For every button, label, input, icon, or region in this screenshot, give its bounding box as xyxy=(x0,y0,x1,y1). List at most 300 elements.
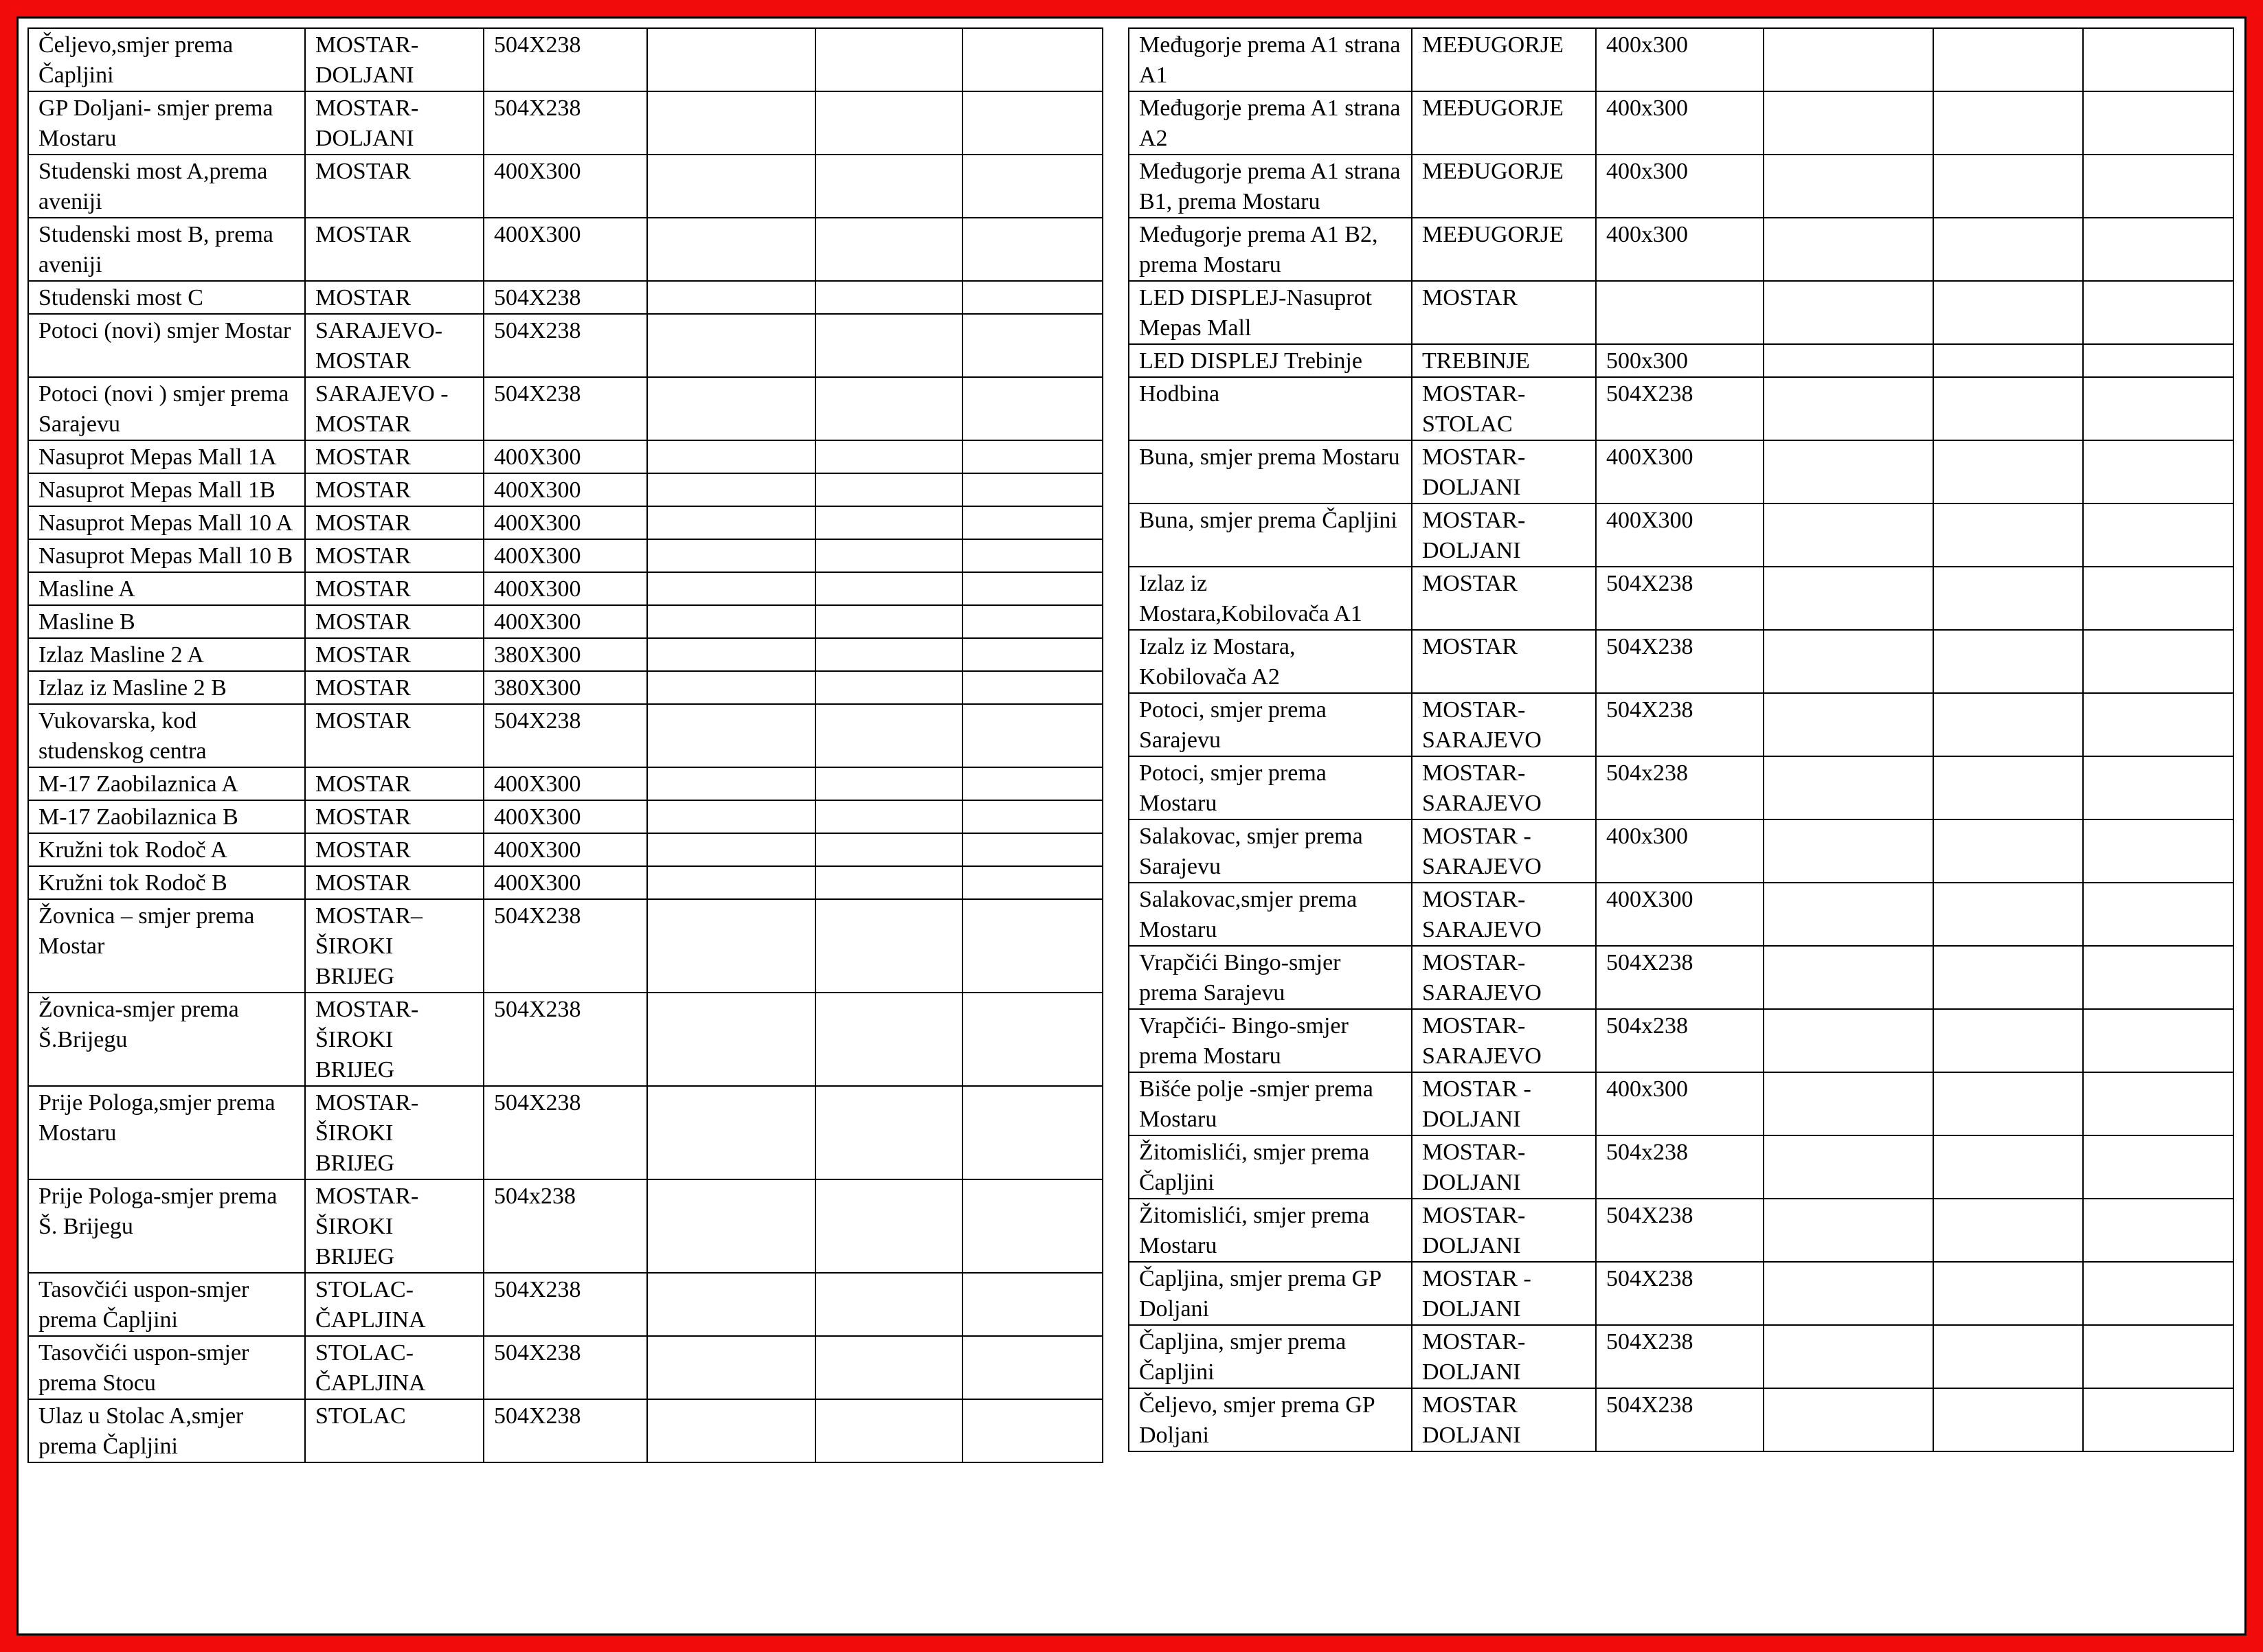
location-cell: Tasovčići uspon-smjer prema Stocu xyxy=(28,1336,305,1399)
empty-cell xyxy=(1764,377,1933,440)
table-row xyxy=(28,1086,1103,1179)
route-cell: MOSTAR xyxy=(305,281,484,314)
location-cell: Čapljina, smjer prema Čapljini xyxy=(1129,1325,1412,1388)
empty-cell xyxy=(815,866,962,899)
empty-cell xyxy=(815,1179,962,1273)
route-cell: STOLAC xyxy=(305,1399,484,1462)
route-cell: MEĐUGORJE xyxy=(1412,91,1596,155)
empty-cell xyxy=(647,767,815,800)
table-row xyxy=(28,1399,1103,1462)
size-cell: 504X238 xyxy=(484,28,647,91)
empty-cell xyxy=(647,1273,815,1336)
table-row xyxy=(28,91,1103,155)
size-cell: 400X300 xyxy=(484,800,647,833)
location-cell: Buna, smjer prema Čapljini xyxy=(1129,503,1412,567)
size-cell: 504X238 xyxy=(484,1273,647,1336)
empty-cell xyxy=(2083,28,2233,91)
empty-cell xyxy=(1764,440,1933,503)
location-cell: Ulaz u Stolac A,smjer prema Čapljini xyxy=(28,1399,305,1462)
empty-cell xyxy=(962,638,1103,671)
location-cell: Žovnica-smjer prema Š.Brijegu xyxy=(28,993,305,1086)
empty-cell xyxy=(1933,377,2083,440)
empty-cell xyxy=(962,1179,1103,1273)
empty-cell xyxy=(815,671,962,704)
route-cell: MOSTAR-SARAJEVO xyxy=(1412,756,1596,819)
route-cell: MOSTAR xyxy=(305,605,484,638)
empty-cell xyxy=(1933,946,2083,1009)
empty-cell xyxy=(962,800,1103,833)
empty-cell xyxy=(815,1336,962,1399)
table-row xyxy=(28,767,1103,800)
empty-cell xyxy=(962,671,1103,704)
size-cell: 400X300 xyxy=(484,473,647,506)
empty-cell xyxy=(815,314,962,377)
location-cell: Potoci (novi) smjer Mostar xyxy=(28,314,305,377)
empty-cell xyxy=(1764,28,1933,91)
empty-cell xyxy=(962,377,1103,440)
location-cell: Vrapčići Bingo-smjer prema Sarajevu xyxy=(1129,946,1412,1009)
route-cell: MEĐUGORJE xyxy=(1412,155,1596,218)
empty-cell xyxy=(815,638,962,671)
location-cell: Studenski most A,prema aveniji xyxy=(28,155,305,218)
empty-cell xyxy=(815,377,962,440)
route-cell: MOSTAR-SARAJEVO xyxy=(1412,693,1596,756)
location-cell: Potoci, smjer prema Sarajevu xyxy=(1129,693,1412,756)
empty-cell xyxy=(2083,1072,2233,1135)
empty-cell xyxy=(962,281,1103,314)
empty-cell xyxy=(1764,1388,1933,1451)
size-cell: 400x300 xyxy=(1596,28,1764,91)
empty-cell xyxy=(815,506,962,539)
empty-cell xyxy=(962,155,1103,218)
route-cell: MOSTAR xyxy=(1412,630,1596,693)
table-row xyxy=(1129,1072,2233,1135)
route-cell: MOSTAR xyxy=(305,704,484,767)
empty-cell xyxy=(1764,756,1933,819)
location-cell: Čeljevo, smjer prema GP Doljani xyxy=(1129,1388,1412,1451)
route-cell: MOSTAR-DOLJANI xyxy=(1412,503,1596,567)
empty-cell xyxy=(962,91,1103,155)
size-cell: 400x300 xyxy=(1596,819,1764,883)
empty-cell xyxy=(1764,1262,1933,1325)
table-row xyxy=(1129,693,2233,756)
empty-cell xyxy=(2083,1135,2233,1199)
empty-cell xyxy=(815,704,962,767)
size-cell: 504X238 xyxy=(1596,946,1764,1009)
location-cell: Studenski most B, prema aveniji xyxy=(28,218,305,281)
empty-cell xyxy=(1764,344,1933,377)
table-row xyxy=(1129,567,2233,630)
empty-cell xyxy=(2083,377,2233,440)
table-row xyxy=(28,218,1103,281)
empty-cell xyxy=(962,28,1103,91)
empty-cell xyxy=(647,1179,815,1273)
table-row xyxy=(1129,1388,2233,1451)
table-row xyxy=(1129,503,2233,567)
empty-cell xyxy=(815,833,962,866)
location-cell: Međugorje prema A1 strana B1, prema Mostaru xyxy=(1129,155,1412,218)
empty-cell xyxy=(815,899,962,993)
size-cell: 400X300 xyxy=(484,866,647,899)
table-row xyxy=(28,1273,1103,1336)
size-cell: 400X300 xyxy=(484,155,647,218)
size-cell: 400X300 xyxy=(484,218,647,281)
route-cell: MOSTAR xyxy=(305,767,484,800)
location-cell: Prije Pologa-smjer prema Š. Brijegu xyxy=(28,1179,305,1273)
route-cell: MOSTAR xyxy=(1412,281,1596,344)
route-cell: MOSTAR xyxy=(305,800,484,833)
empty-cell xyxy=(815,1399,962,1462)
size-cell: 504X238 xyxy=(484,899,647,993)
empty-cell xyxy=(1764,155,1933,218)
empty-cell xyxy=(1933,1135,2083,1199)
empty-cell xyxy=(1933,155,2083,218)
location-cell: LED DISPLEJ Trebinje xyxy=(1129,344,1412,377)
empty-cell xyxy=(2083,155,2233,218)
size-cell: 504X238 xyxy=(484,281,647,314)
location-cell: Žitomislići, smjer prema Mostaru xyxy=(1129,1199,1412,1262)
empty-cell xyxy=(1933,756,2083,819)
size-cell: 400X300 xyxy=(484,440,647,473)
route-cell: SARAJEVO - MOSTAR xyxy=(305,377,484,440)
location-cell: Masline B xyxy=(28,605,305,638)
empty-cell xyxy=(647,800,815,833)
location-cell: Kružni tok Rodoč B xyxy=(28,866,305,899)
empty-cell xyxy=(815,1086,962,1179)
location-cell: GP Doljani- smjer prema Mostaru xyxy=(28,91,305,155)
size-cell: 400x300 xyxy=(1596,155,1764,218)
table-row xyxy=(1129,377,2233,440)
empty-cell xyxy=(1933,630,2083,693)
empty-cell xyxy=(962,1399,1103,1462)
empty-cell xyxy=(1764,819,1933,883)
location-cell: Nasuprot Mepas Mall 1A xyxy=(28,440,305,473)
empty-cell xyxy=(1764,567,1933,630)
table-row xyxy=(1129,155,2233,218)
size-cell: 400X300 xyxy=(1596,883,1764,946)
size-cell: 504X238 xyxy=(484,377,647,440)
size-cell: 504X238 xyxy=(484,1336,647,1399)
route-cell: MOSTAR xyxy=(305,866,484,899)
empty-cell xyxy=(1764,91,1933,155)
empty-cell xyxy=(815,1273,962,1336)
empty-cell xyxy=(647,1336,815,1399)
empty-cell xyxy=(2083,91,2233,155)
location-cell: Buna, smjer prema Mostaru xyxy=(1129,440,1412,503)
size-cell: 504x238 xyxy=(1596,1009,1764,1072)
empty-cell xyxy=(647,638,815,671)
empty-cell xyxy=(962,473,1103,506)
empty-cell xyxy=(962,833,1103,866)
empty-cell xyxy=(2083,344,2233,377)
route-cell: MOSTAR xyxy=(305,473,484,506)
table-row xyxy=(28,440,1103,473)
table-row xyxy=(1129,344,2233,377)
empty-cell xyxy=(962,993,1103,1086)
location-cell: Međugorje prema A1 strana A1 xyxy=(1129,28,1412,91)
size-cell: 400X300 xyxy=(1596,503,1764,567)
route-cell: MOSTAR-DOLJANI xyxy=(1412,1325,1596,1388)
empty-cell xyxy=(1933,28,2083,91)
empty-cell xyxy=(962,314,1103,377)
route-cell: MOSTAR-DOLJANI xyxy=(1412,1135,1596,1199)
empty-cell xyxy=(647,377,815,440)
route-cell: MOSTAR xyxy=(305,638,484,671)
route-cell: MOSTAR xyxy=(305,218,484,281)
table-row xyxy=(28,155,1103,218)
empty-cell xyxy=(2083,218,2233,281)
empty-cell xyxy=(2083,819,2233,883)
empty-cell xyxy=(1764,1199,1933,1262)
location-cell: LED DISPLEJ-Nasuprot Mepas Mall xyxy=(1129,281,1412,344)
size-cell: 504X238 xyxy=(1596,377,1764,440)
table-row xyxy=(28,605,1103,638)
empty-cell xyxy=(1933,344,2083,377)
empty-cell xyxy=(647,28,815,91)
size-cell: 504X238 xyxy=(1596,1388,1764,1451)
table-row xyxy=(28,671,1103,704)
size-cell: 504X238 xyxy=(1596,567,1764,630)
location-cell: Potoci, smjer prema Mostaru xyxy=(1129,756,1412,819)
size-cell xyxy=(1596,281,1764,344)
empty-cell xyxy=(962,1336,1103,1399)
table-row xyxy=(28,993,1103,1086)
empty-cell xyxy=(815,800,962,833)
empty-cell xyxy=(1764,1072,1933,1135)
empty-cell xyxy=(2083,946,2233,1009)
table-row xyxy=(28,28,1103,91)
empty-cell xyxy=(1933,281,2083,344)
empty-cell xyxy=(647,866,815,899)
route-cell: MOSTAR - DOLJANI xyxy=(1412,1072,1596,1135)
empty-cell xyxy=(2083,281,2233,344)
location-cell: Čeljevo,smjer prema Čapljini xyxy=(28,28,305,91)
location-cell: Međugorje prema A1 strana A2 xyxy=(1129,91,1412,155)
route-cell: MOSTAR xyxy=(305,671,484,704)
size-cell: 504X238 xyxy=(1596,630,1764,693)
route-cell: MOSTAR xyxy=(305,155,484,218)
location-cell: Bišće polje -smjer prema Mostaru xyxy=(1129,1072,1412,1135)
size-cell: 504X238 xyxy=(484,1086,647,1179)
route-cell: MOSTAR xyxy=(1412,567,1596,630)
right-table-body xyxy=(1129,28,2233,1451)
empty-cell xyxy=(1933,91,2083,155)
location-cell: Izlaz iz Mostara,Kobilovača A1 xyxy=(1129,567,1412,630)
route-cell: MEĐUGORJE xyxy=(1412,218,1596,281)
empty-cell xyxy=(815,572,962,605)
empty-cell xyxy=(1764,1009,1933,1072)
table-row xyxy=(28,899,1103,993)
table-row xyxy=(28,638,1103,671)
table-row xyxy=(28,866,1103,899)
empty-cell xyxy=(962,899,1103,993)
route-cell: MOSTAR- ŠIROKI BRIJEG xyxy=(305,993,484,1086)
size-cell: 380X300 xyxy=(484,671,647,704)
empty-cell xyxy=(1933,883,2083,946)
empty-cell xyxy=(962,767,1103,800)
table-row xyxy=(28,833,1103,866)
empty-cell xyxy=(815,281,962,314)
empty-cell xyxy=(1764,281,1933,344)
location-cell: M-17 Zaobilaznica B xyxy=(28,800,305,833)
empty-cell xyxy=(1933,1072,2083,1135)
route-cell: STOLAC-ČAPLJINA xyxy=(305,1336,484,1399)
size-cell: 504X238 xyxy=(1596,1325,1764,1388)
route-cell: MOSTAR xyxy=(305,833,484,866)
route-cell: MOSTAR-DOLJANI xyxy=(305,91,484,155)
location-cell: Nasuprot Mepas Mall 1B xyxy=(28,473,305,506)
empty-cell xyxy=(1764,693,1933,756)
table-row xyxy=(28,1336,1103,1399)
size-cell: 400X300 xyxy=(1596,440,1764,503)
table-row xyxy=(1129,630,2233,693)
table-row xyxy=(1129,440,2233,503)
size-cell: 504x238 xyxy=(484,1179,647,1273)
empty-cell xyxy=(2083,1262,2233,1325)
table-row xyxy=(28,704,1103,767)
empty-cell xyxy=(1933,1262,2083,1325)
location-cell: Žitomislići, smjer prema Čapljini xyxy=(1129,1135,1412,1199)
empty-cell xyxy=(1933,567,2083,630)
empty-cell xyxy=(962,218,1103,281)
empty-cell xyxy=(815,91,962,155)
table-row xyxy=(1129,28,2233,91)
size-cell: 400X300 xyxy=(484,572,647,605)
location-cell: Masline A xyxy=(28,572,305,605)
route-cell: MOSTAR- ŠIROKI BRIJEG xyxy=(305,1086,484,1179)
location-cell: Kružni tok Rodoč A xyxy=(28,833,305,866)
size-cell: 500x300 xyxy=(1596,344,1764,377)
empty-cell xyxy=(647,473,815,506)
route-cell: STOLAC-ČAPLJINA xyxy=(305,1273,484,1336)
location-cell: Tasovčići uspon-smjer prema Čapljini xyxy=(28,1273,305,1336)
empty-cell xyxy=(1933,1325,2083,1388)
empty-cell xyxy=(647,899,815,993)
empty-cell xyxy=(647,1399,815,1462)
empty-cell xyxy=(2083,883,2233,946)
table-row xyxy=(1129,1199,2233,1262)
size-cell: 504X238 xyxy=(1596,693,1764,756)
location-cell: Salakovac, smjer prema Sarajevu xyxy=(1129,819,1412,883)
size-cell: 400x300 xyxy=(1596,218,1764,281)
size-cell: 400x300 xyxy=(1596,1072,1764,1135)
size-cell: 504x238 xyxy=(1596,756,1764,819)
location-cell: Žovnica – smjer prema Mostar xyxy=(28,899,305,993)
route-cell: MOSTAR– ŠIROKI BRIJEG xyxy=(305,899,484,993)
empty-cell xyxy=(1764,1325,1933,1388)
empty-cell xyxy=(1933,1009,2083,1072)
empty-cell xyxy=(962,704,1103,767)
size-cell: 504X238 xyxy=(484,993,647,1086)
empty-cell xyxy=(647,833,815,866)
size-cell: 504X238 xyxy=(484,704,647,767)
table-row xyxy=(28,506,1103,539)
empty-cell xyxy=(962,605,1103,638)
location-cell: Međugorje prema A1 B2, prema Mostaru xyxy=(1129,218,1412,281)
table-row xyxy=(1129,1009,2233,1072)
right-locations-table xyxy=(1128,27,2234,1452)
location-cell: Prije Pologa,smjer prema Mostaru xyxy=(28,1086,305,1179)
size-cell: 400X300 xyxy=(484,605,647,638)
location-cell: Izlaz Masline 2 A xyxy=(28,638,305,671)
table-row xyxy=(28,473,1103,506)
table-row xyxy=(28,539,1103,572)
empty-cell xyxy=(815,218,962,281)
empty-cell xyxy=(962,440,1103,473)
empty-cell xyxy=(962,1273,1103,1336)
table-row xyxy=(28,281,1103,314)
empty-cell xyxy=(647,506,815,539)
table-row xyxy=(1129,946,2233,1009)
empty-cell xyxy=(1764,1135,1933,1199)
empty-cell xyxy=(962,572,1103,605)
size-cell: 380X300 xyxy=(484,638,647,671)
empty-cell xyxy=(647,281,815,314)
table-row xyxy=(1129,281,2233,344)
size-cell: 504X238 xyxy=(484,91,647,155)
route-cell: MOSTAR - DOLJANI xyxy=(1412,1262,1596,1325)
table-row xyxy=(1129,1135,2233,1199)
size-cell: 400X300 xyxy=(484,506,647,539)
size-cell: 504x238 xyxy=(1596,1135,1764,1199)
location-cell: Izlaz iz Masline 2 B xyxy=(28,671,305,704)
left-table-body xyxy=(28,28,1103,1462)
table-row xyxy=(28,1179,1103,1273)
empty-cell xyxy=(2083,1325,2233,1388)
table-row xyxy=(28,572,1103,605)
table-row xyxy=(1129,883,2233,946)
empty-cell xyxy=(2083,440,2233,503)
route-cell: MOSTAR-SARAJEVO xyxy=(1412,946,1596,1009)
size-cell: 400X300 xyxy=(484,767,647,800)
route-cell: MOSTAR-SARAJEVO xyxy=(1412,1009,1596,1072)
empty-cell xyxy=(1764,630,1933,693)
empty-cell xyxy=(2083,503,2233,567)
size-cell: 504X238 xyxy=(1596,1262,1764,1325)
empty-cell xyxy=(1764,503,1933,567)
empty-cell xyxy=(1933,1388,2083,1451)
empty-cell xyxy=(1933,440,2083,503)
location-cell: Studenski most C xyxy=(28,281,305,314)
size-cell: 400X300 xyxy=(484,833,647,866)
empty-cell xyxy=(2083,630,2233,693)
size-cell: 504X238 xyxy=(484,314,647,377)
empty-cell xyxy=(962,866,1103,899)
location-cell: Čapljina, smjer prema GP Doljani xyxy=(1129,1262,1412,1325)
empty-cell xyxy=(2083,756,2233,819)
empty-cell xyxy=(647,91,815,155)
table-row xyxy=(1129,1262,2233,1325)
location-cell: M-17 Zaobilaznica A xyxy=(28,767,305,800)
empty-cell xyxy=(647,993,815,1086)
empty-cell xyxy=(1933,218,2083,281)
empty-cell xyxy=(815,155,962,218)
route-cell: MEĐUGORJE xyxy=(1412,28,1596,91)
empty-cell xyxy=(2083,1009,2233,1072)
table-row xyxy=(28,377,1103,440)
route-cell: MOSTAR DOLJANI xyxy=(1412,1388,1596,1451)
route-cell: MOSTAR- ŠIROKI BRIJEG xyxy=(305,1179,484,1273)
empty-cell xyxy=(1764,883,1933,946)
location-cell: Potoci (novi ) smjer prema Sarajevu xyxy=(28,377,305,440)
empty-cell xyxy=(2083,1388,2233,1451)
empty-cell xyxy=(647,572,815,605)
route-cell: MOSTAR xyxy=(305,506,484,539)
empty-cell xyxy=(1933,819,2083,883)
empty-cell xyxy=(647,671,815,704)
location-cell: Salakovac,smjer prema Mostaru xyxy=(1129,883,1412,946)
route-cell: MOSTAR-DOLJANI xyxy=(1412,1199,1596,1262)
